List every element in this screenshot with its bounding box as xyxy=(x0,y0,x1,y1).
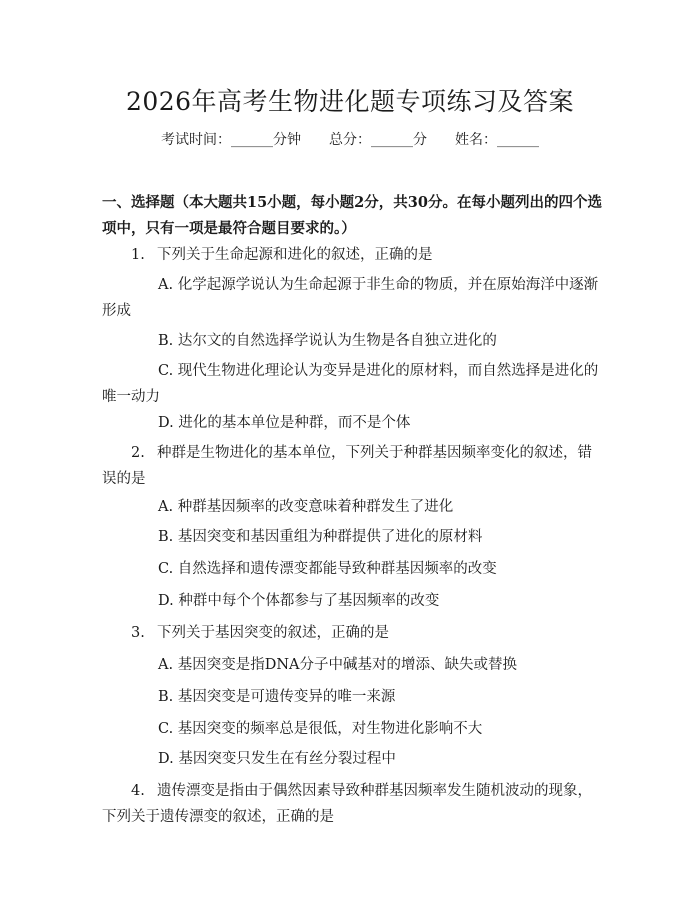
option-3a xyxy=(102,652,602,678)
option-text: D. 基因突变只发生在有丝分裂过程中 xyxy=(158,751,396,767)
section-heading: 一、选择题（本大题共15小题，每小题2分，共30分。在每小题列出的四个选项中，只有一项是最符合题目要求的。） xyxy=(102,194,602,237)
question-stem: 遗传漂变是指由于偶然因素导致种群基因频率发生随机波动的现象，下列关于遗传漂变的叙述，正确的是 xyxy=(102,783,592,825)
option-text: A. 基因突变是指DNA分子中碱基对的增添、缺失或替换 xyxy=(158,657,517,673)
option-2d xyxy=(102,588,602,614)
option-3c xyxy=(102,716,602,742)
question-number: 3. xyxy=(131,625,145,641)
score-field: 总分：______分 xyxy=(329,132,427,148)
option-1a xyxy=(102,272,602,324)
question-stem: 种群是生物进化的基本单位，下列关于种群基因频率变化的叙述，错误的是 xyxy=(102,445,592,487)
question-2 xyxy=(102,440,602,492)
option-2c xyxy=(102,556,602,582)
option-1b xyxy=(102,328,602,354)
question-number: 4. xyxy=(131,783,145,799)
option-text: B. 达尔文的自然选择学说认为生物是各自独立进化的 xyxy=(158,333,497,349)
option-text: A. 化学起源学说认为生命起源于非生命的物质，并在原始海洋中逐渐形成 xyxy=(102,277,599,319)
question-3 xyxy=(102,620,602,646)
time-field: 考试时间：______分钟 xyxy=(161,132,301,148)
question-number: 1. xyxy=(131,247,145,263)
option-1c xyxy=(102,358,602,410)
question-4 xyxy=(102,778,602,830)
option-text: D. 进化的基本单位是种群，而不是个体 xyxy=(158,415,411,431)
option-3b xyxy=(102,684,602,710)
option-text: C. 自然选择和遗传漂变都能导致种群基因频率的改变 xyxy=(158,561,497,577)
option-2a xyxy=(102,494,602,520)
question-1 xyxy=(102,242,602,268)
option-text: B. 基因突变和基因重组为种群提供了进化的原材料 xyxy=(158,529,483,545)
question-number: 2. xyxy=(131,445,145,461)
option-1d xyxy=(102,410,602,436)
option-2b xyxy=(102,524,602,550)
question-stem: 下列关于生命起源和进化的叙述，正确的是 xyxy=(157,247,433,263)
name-field: 姓名：______ xyxy=(455,132,539,148)
option-3d xyxy=(102,746,602,772)
option-text: D. 种群中每个个体都参与了基因频率的改变 xyxy=(158,593,440,609)
option-text: A. 种群基因频率的改变意味着种群发生了进化 xyxy=(158,499,454,515)
exam-info xyxy=(0,130,700,150)
option-text: C. 基因突变的频率总是很低，对生物进化影响不大 xyxy=(158,721,483,737)
option-text: C. 现代生物进化理论认为变异是进化的原材料，而自然选择是进化的唯一动力 xyxy=(102,363,599,405)
question-stem: 下列关于基因突变的叙述，正确的是 xyxy=(157,625,389,641)
option-text: B. 基因突变是可遗传变异的唯一来源 xyxy=(158,689,396,705)
page-title: 2026年高考生物进化题专项练习及答案 xyxy=(125,87,575,116)
